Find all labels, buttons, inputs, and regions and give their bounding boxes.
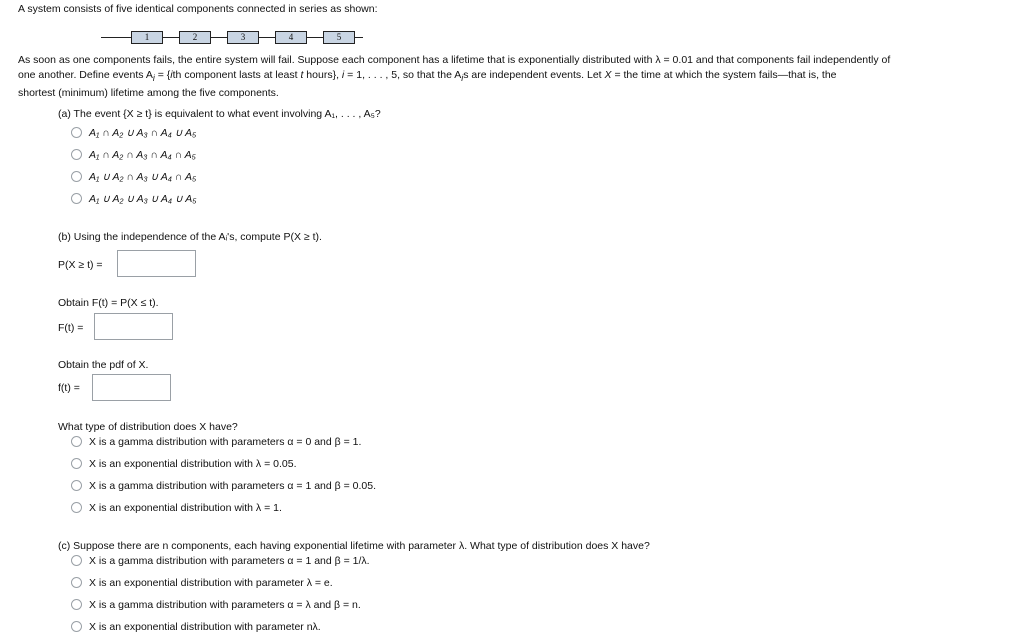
desc-fragment: th component lasts at least: [172, 69, 301, 81]
component-box-3: 3: [227, 31, 259, 44]
description-line-3: shortest (minimum) lifetime among the five components.: [18, 87, 279, 99]
desc-fragment: i: [461, 73, 464, 84]
part-a-question: (a) The event {X ≥ t} is equivalent to what event involving A₁, . . . , A₅?: [58, 108, 381, 120]
radio-button[interactable]: [71, 149, 82, 160]
option-label: X is a gamma distribution with parameters α = 1 and β = 0.05.: [89, 480, 377, 492]
option-c-2[interactable]: [71, 577, 333, 589]
desc-fragment: s are independent events. Let: [463, 69, 605, 81]
option-a-1[interactable]: [71, 127, 196, 139]
desc-fragment: = {: [154, 69, 171, 81]
series-diagram: [101, 29, 363, 45]
radio-button[interactable]: [71, 458, 82, 469]
option-a-3[interactable]: [71, 171, 196, 183]
obtain-pdf-text: Obtain the pdf of X.: [58, 359, 149, 371]
desc-fragment: = the time at which the system fails—that is, the: [611, 69, 837, 81]
desc-fragment: X: [604, 69, 612, 81]
wire: [307, 37, 323, 38]
option-label: X is an exponential distribution with parameter nλ.: [89, 621, 321, 633]
option-b-4[interactable]: [71, 502, 282, 514]
option-label: X is an exponential distribution with λ = 1.: [89, 502, 282, 514]
radio-button[interactable]: [71, 555, 82, 566]
radio-button[interactable]: [71, 193, 82, 204]
cdf-input[interactable]: [94, 313, 173, 340]
description-line-2: [18, 69, 837, 83]
option-b-1[interactable]: [71, 436, 361, 448]
obtain-cdf-text: Obtain F(t) = P(X ≤ t).: [58, 297, 159, 309]
component-box-5: 5: [323, 31, 355, 44]
pdf-input[interactable]: [92, 374, 171, 401]
component-box-1: 1: [131, 31, 163, 44]
wire: [101, 37, 131, 38]
component-box-2: 2: [179, 31, 211, 44]
radio-button[interactable]: [71, 577, 82, 588]
option-label: A₁ ∪ A₂ ∩ A₃ ∪ A₄ ∩ A₅: [89, 171, 197, 183]
radio-button[interactable]: [71, 171, 82, 182]
desc-fragment: hours},: [303, 69, 342, 81]
option-b-2[interactable]: [71, 458, 297, 470]
option-c-4[interactable]: [71, 621, 321, 633]
option-label: X is an exponential distribution with λ = 0.05.: [89, 458, 297, 470]
option-label: X is a gamma distribution with parameters α = 1 and β = 1/λ.: [89, 555, 370, 567]
wire: [259, 37, 275, 38]
p-x-ge-t-input[interactable]: [117, 250, 196, 277]
option-b-3[interactable]: [71, 480, 376, 492]
cdf-label: F(t) =: [58, 322, 84, 334]
option-c-3[interactable]: [71, 599, 361, 611]
desc-fragment: i: [341, 69, 345, 81]
option-label: X is a gamma distribution with parameters α = λ and β = n.: [89, 599, 361, 611]
desc-fragment: i: [170, 69, 173, 81]
pdf-label: f(t) =: [58, 382, 80, 394]
option-label: A₁ ∩ A₂ ∪ A₃ ∩ A₄ ∪ A₅: [89, 127, 197, 139]
radio-button[interactable]: [71, 621, 82, 632]
intro-text: A system consists of five identical components connected in series as shown:: [18, 3, 378, 15]
option-label: X is a gamma distribution with parameters α = 0 and β = 1.: [89, 436, 362, 448]
desc-fragment: = 1, . . . , 5, so that the A: [344, 69, 462, 81]
wire: [211, 37, 227, 38]
wire: [163, 37, 179, 38]
option-c-1[interactable]: [71, 555, 370, 567]
option-label: X is an exponential distribution with parameter λ = e.: [89, 577, 333, 589]
distribution-question: What type of distribution does X have?: [58, 421, 238, 433]
option-a-4[interactable]: [71, 193, 196, 205]
part-c-question: (c) Suppose there are n components, each having exponential lifetime with parameter λ. What type of distribution does X have?: [58, 540, 650, 552]
wire: [355, 37, 363, 38]
radio-button[interactable]: [71, 436, 82, 447]
desc-fragment: t: [300, 69, 304, 81]
option-label: A₁ ∪ A₂ ∪ A₃ ∪ A₄ ∪ A₅: [89, 193, 197, 205]
radio-button[interactable]: [71, 599, 82, 610]
option-label: A₁ ∩ A₂ ∩ A₃ ∩ A₄ ∩ A₅: [89, 149, 196, 161]
radio-button[interactable]: [71, 127, 82, 138]
radio-button[interactable]: [71, 502, 82, 513]
desc-fragment: i: [152, 73, 155, 84]
p-x-ge-t-label: P(X ≥ t) =: [58, 259, 103, 271]
option-a-2[interactable]: [71, 149, 196, 161]
description-line-1: As soon as one components fails, the entire system will fail. Suppose each component has a lifetime that is exponentially distributed with λ = 0.01 and that components fail independently of: [18, 54, 891, 66]
desc-fragment: one another. Define events A: [18, 69, 153, 81]
radio-button[interactable]: [71, 480, 82, 491]
component-box-4: 4: [275, 31, 307, 44]
part-b-question: (b) Using the independence of the Aᵢ's, compute P(X ≥ t).: [58, 231, 322, 243]
